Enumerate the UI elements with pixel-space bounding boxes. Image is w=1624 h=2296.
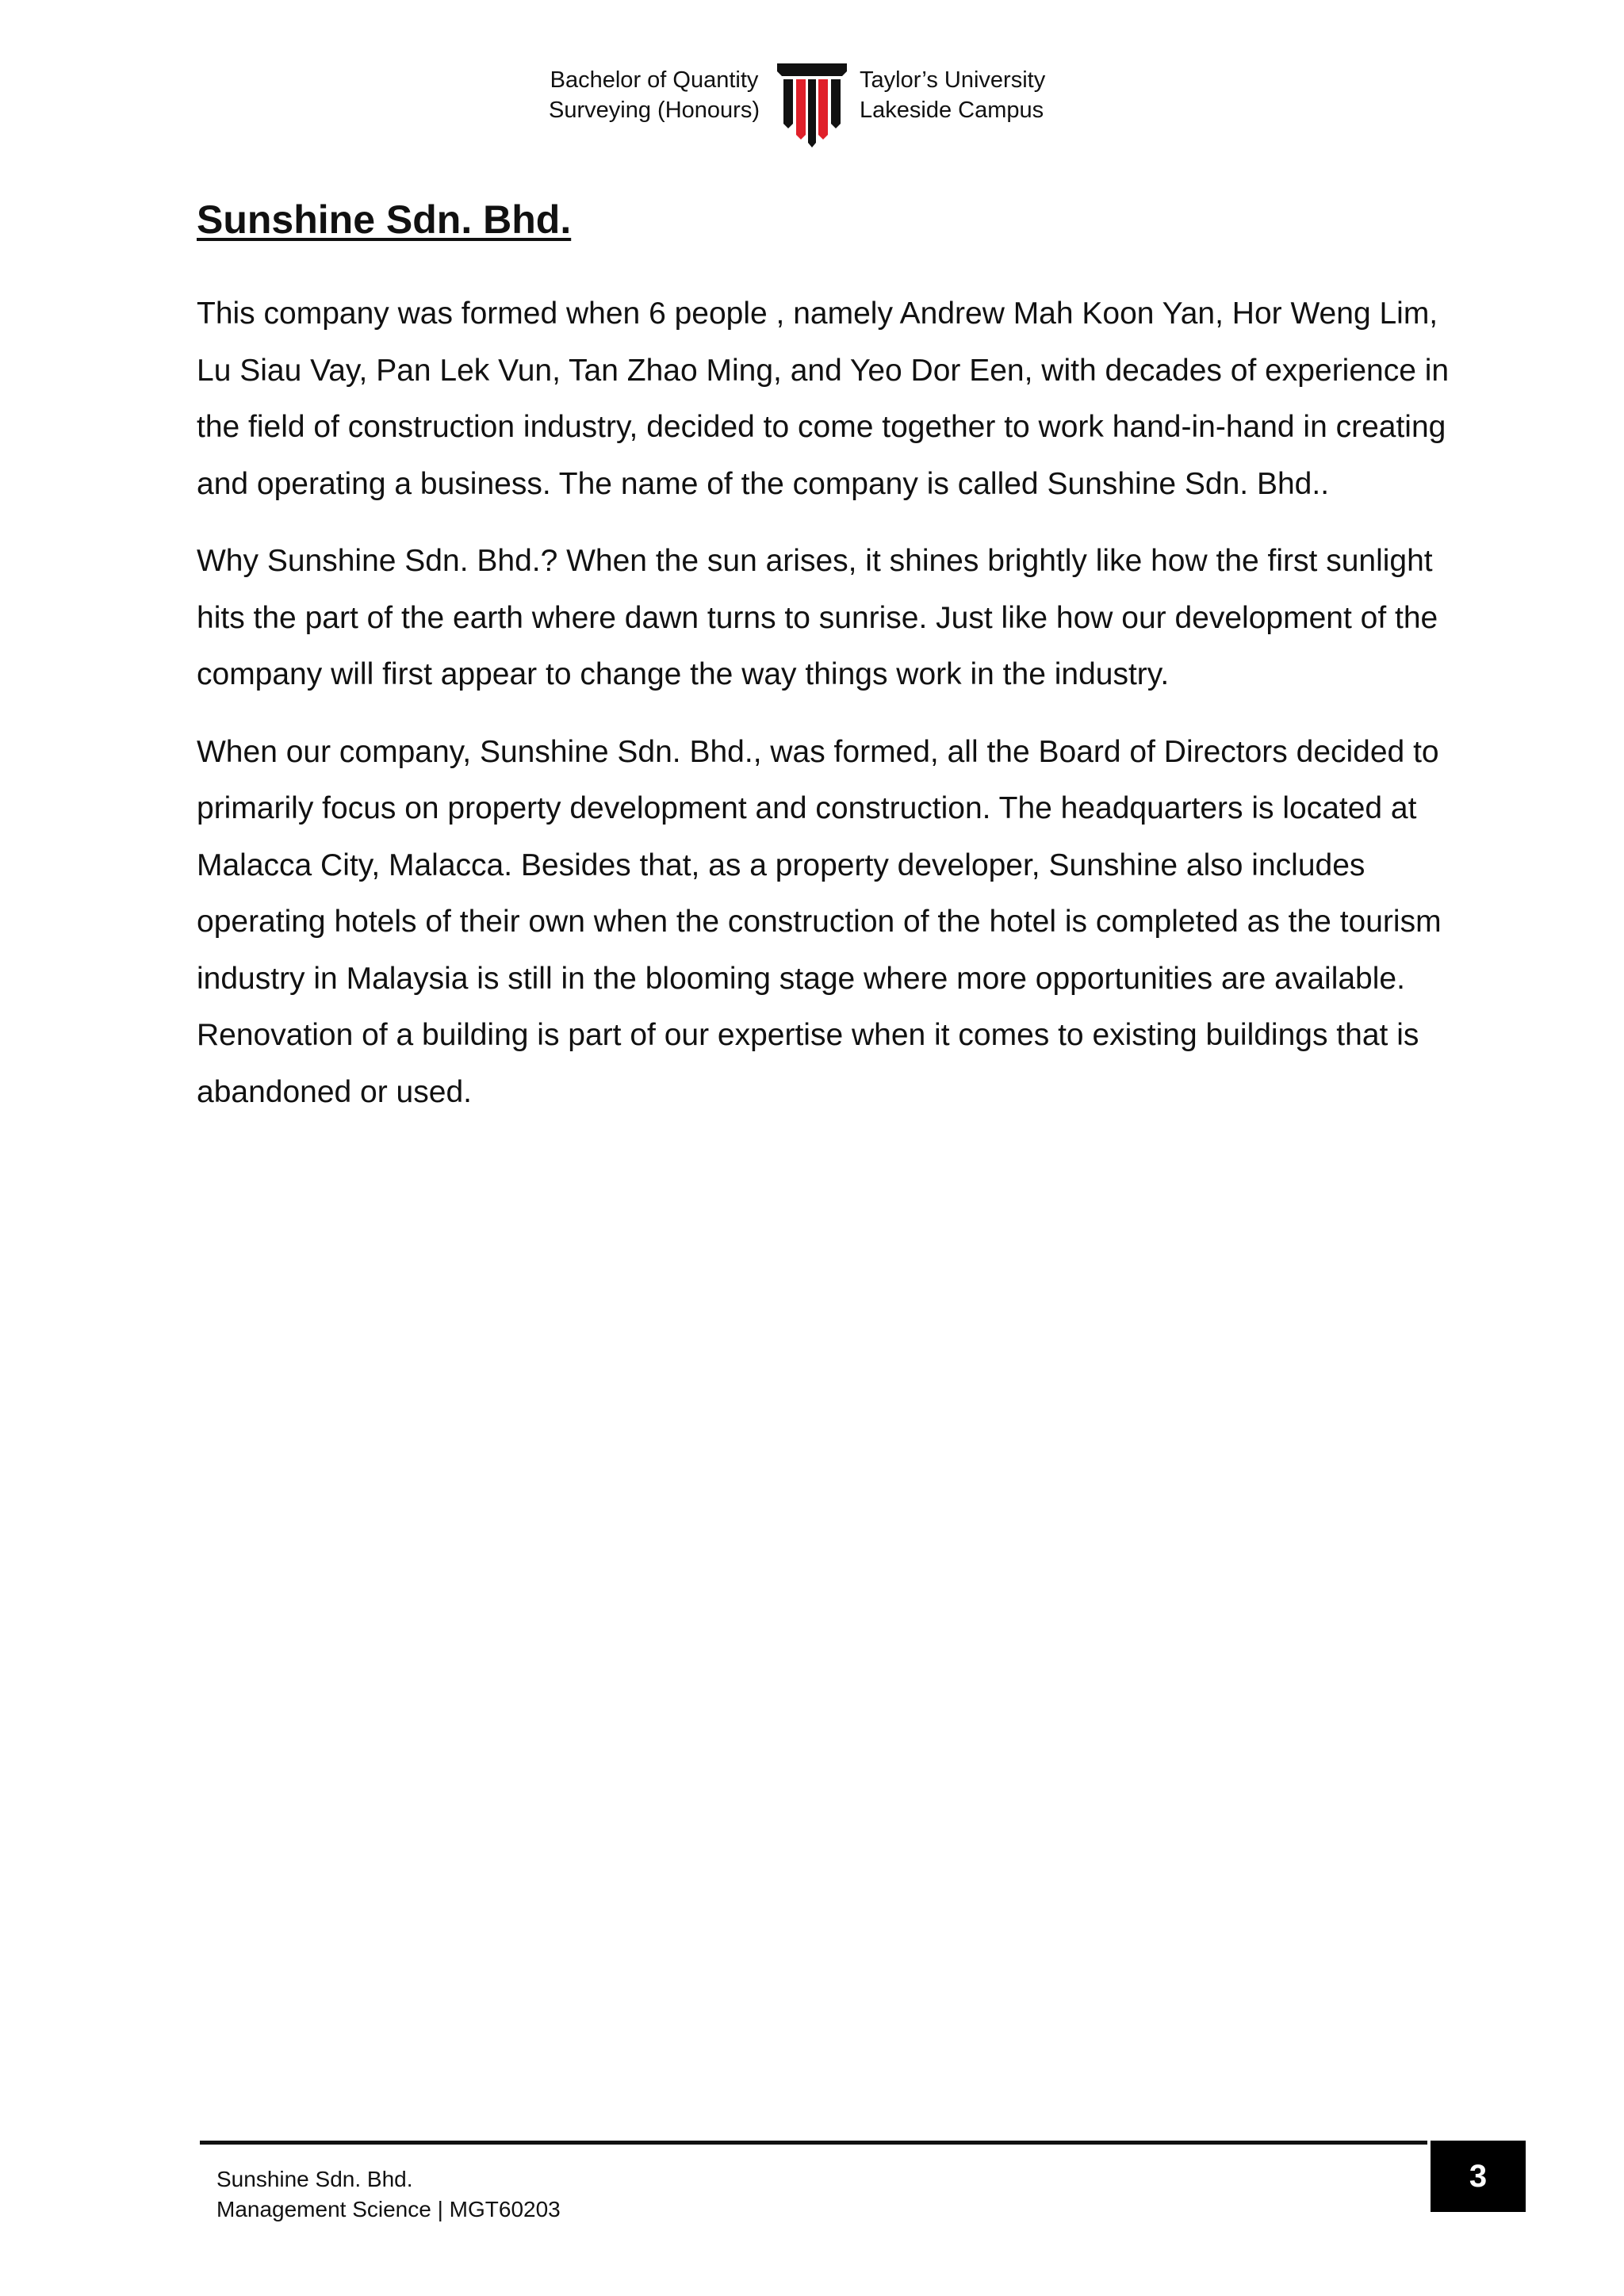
- taylors-university-logo-icon: [776, 62, 848, 149]
- university-name: [860, 65, 1045, 125]
- program-line-2: Surveying (Honours): [549, 98, 760, 123]
- university-line-1: Taylor’s University: [860, 67, 1046, 93]
- paragraph-company-focus: When our company, Sunshine Sdn. Bhd., was formed, all the Board of Directors decided to primarily focus on property development and construction. The headquarters is located at Malacca City, Malacca. Besides that, as a property developer, Sunshine also includes operating hotels of their own when the construction of the hotel is completed as the tourism industry in Malaysia is still in the blooming stage where more opportunities are available. Renovation of a building is part of our expertise when it comes to existing buildings that is abandoned or used.: [197, 734, 1442, 1109]
- program-name: [549, 65, 760, 125]
- page-number: 3: [1431, 2141, 1526, 2212]
- page-title: Sunshine Sdn. Bhd.: [197, 197, 572, 242]
- page-footer: [216, 2164, 561, 2225]
- page-header: [0, 62, 1624, 157]
- body-content: [197, 285, 1450, 1141]
- paragraph-company-name: Why Sunshine Sdn. Bhd.? When the sun arises, it shines brightly like how the first sunlight hits the part of the earth where dawn turns to sunrise. Just like how our development of the company will first appear to change the way things work in the industry.: [197, 544, 1438, 691]
- footer-company: Sunshine Sdn. Bhd.: [216, 2167, 413, 2191]
- university-line-2: Lakeside Campus: [860, 98, 1044, 123]
- paragraph-company-formation: This company was formed when 6 people , namely Andrew Mah Koon Yan, Hor Weng Lim, Lu Siau Vay, Pan Lek Vun, Tan Zhao Ming, and Yeo Dor Een, with decades of experience in the field of construction industry, decided to come together to work hand-in-hand in creating and operating a business. The name of the company is called Sunshine Sdn. Bhd..: [197, 297, 1450, 501]
- program-line-1: Bachelor of Quantity: [550, 67, 759, 93]
- footer-course: Management Science | MGT60203: [216, 2197, 561, 2221]
- footer-divider: [200, 2141, 1427, 2145]
